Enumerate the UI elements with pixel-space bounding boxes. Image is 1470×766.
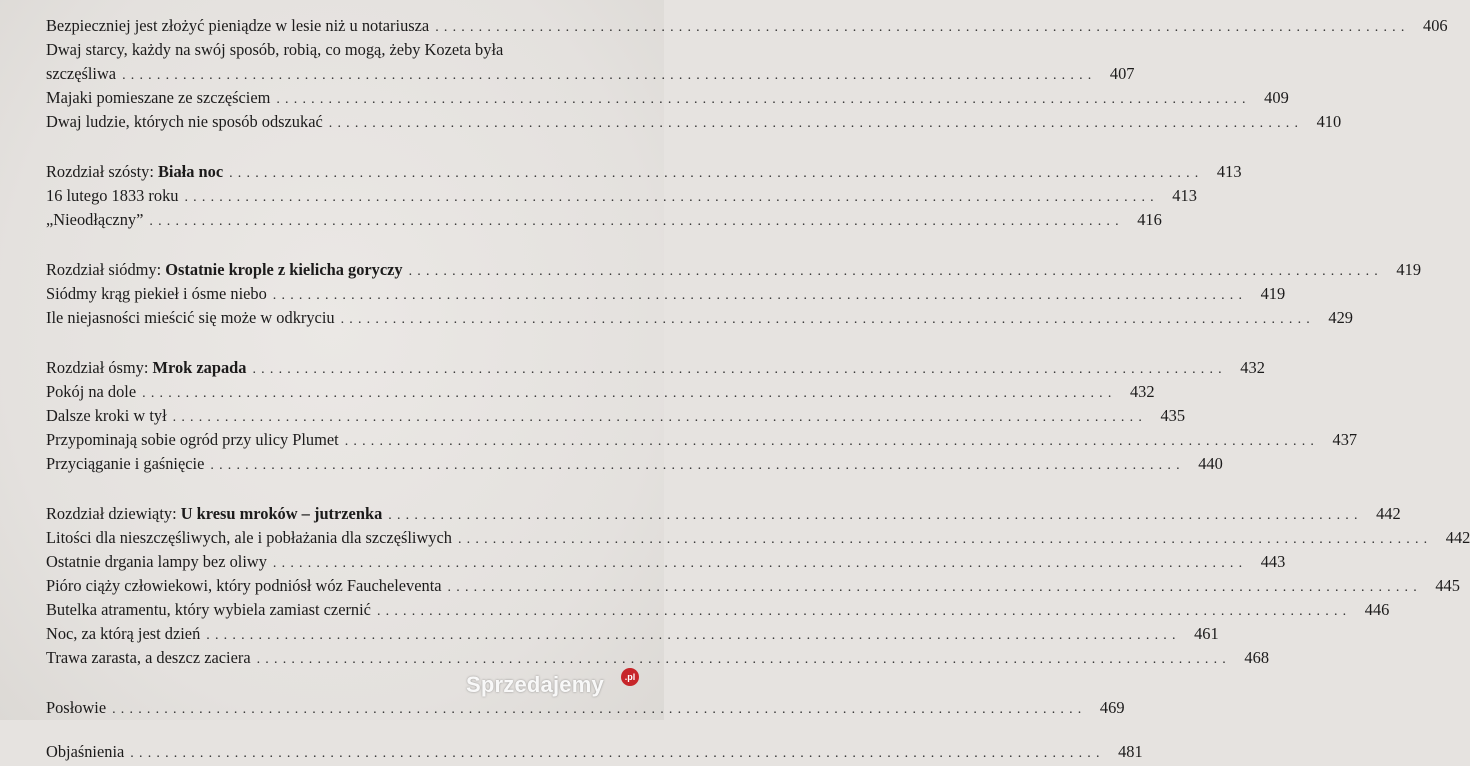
chapter-heading-title [46,356,246,380]
toc-entry-title: Siódmy krąg piekieł i ósme niebo [46,284,267,303]
dot-leader: ................................................................................................................ [435,20,1410,35]
toc-entry-backmatter [46,696,1125,720]
toc-entry-title: Pokój na dole [46,382,137,401]
toc-entry-title: Butelka atramentu, który wybiela zamiast czernić [46,600,371,619]
toc-entry-page: 410 [1316,112,1342,131]
chapter-heading [46,502,1401,526]
toc-entry-page: 406 [1423,16,1448,35]
toc-entry-page: 429 [1328,308,1353,327]
dot-leader: ................................................................................................................ [408,264,1384,279]
dot-leader: ................................................................................................................ [252,362,1227,377]
toc-entry [46,526,1470,550]
spacer [46,330,642,356]
chapter-name: Ostatnie krople z kielicha goryczy [165,260,403,279]
chapter-heading [46,160,1242,184]
dot-leader: ................................................................................................................ [457,532,1433,547]
toc-entry-title: Przypominają sobie ogród przy ulicy Plumet [46,430,339,449]
toc-entry [46,62,1135,86]
toc-entry [46,428,1358,452]
toc-entry-page: 468 [1244,648,1270,667]
spacer [46,232,642,258]
toc-entry-title: Objaśnienia [46,742,125,761]
toc-entry [46,574,1460,598]
toc-entry-page: 413 [1172,186,1197,205]
chapter-page: 432 [1240,358,1265,377]
toc-entry-page: 435 [1160,406,1186,425]
toc-entry [46,86,1289,110]
toc-entry-title: Przyciąganie i gaśnięcie [46,454,205,473]
toc-entry-title: Trawa zarasta, a deszcz zaciera [46,648,251,667]
chapter-prefix: Rozdział ósmy: [46,358,153,377]
toc-entry-title: Dalsze kroki w tył [46,406,167,425]
chapter-heading-title [46,160,223,184]
chapter-prefix: Rozdział dziewiąty: [46,504,181,523]
dot-leader: ................................................................................................................ [130,746,1105,761]
chapter-heading-title [46,258,403,282]
toc-entry [46,208,1162,232]
dot-leader: ................................................................................................................ [272,556,1248,571]
toc-entry [46,184,1197,208]
toc-entry [46,380,1155,404]
spacer [46,134,642,160]
chapter-prefix: Rozdział szósty: [46,162,158,181]
toc-entry-title: Pióro ciąży człowiekowi, który podniósł wóz Faucheleventa [46,576,442,595]
toc-entry-page: 461 [1194,624,1219,643]
toc-entry [46,622,1219,646]
chapter-page: 413 [1216,162,1242,181]
dot-leader: ................................................................................................................ [210,458,1185,473]
dot-leader: ................................................................................................................ [206,628,1181,643]
dot-leader: ................................................................................................................ [142,386,1117,401]
toc-entry [46,282,1286,306]
toc-entry-title-line1: Dwaj starcy, każdy na swój sposób, robią, co mogą, żeby Kozeta była [46,40,504,59]
toc-entry [46,404,1186,428]
dot-leader: ................................................................................................................ [328,116,1304,131]
dot-leader: ................................................................................................................ [340,312,1315,327]
toc-entry-page: 437 [1332,430,1358,449]
chapter-heading-title [46,502,382,526]
chapter-heading [46,356,1265,380]
toc-entry-title: Bezpieczniej jest złożyć pieniądze w lesie niż u notariusza [46,16,430,35]
toc-entry-page: 442 [1445,528,1470,547]
toc-entry-page: 481 [1118,742,1143,761]
toc-entry-page: 416 [1137,210,1162,229]
spacer [46,476,642,502]
toc-entry-title: Dwaj ludzie, których nie sposób odszukać [46,112,323,131]
toc-entry-title: Noc, za którą jest dzień [46,624,201,643]
chapter-name: U kresu mroków – jutrzenka [180,504,383,523]
toc-entry [46,598,1390,622]
toc-entry-title: Litości dla nieszczęśliwych, ale i pobłażania dla szczęśliwych [46,528,452,547]
dot-leader: ................................................................................................................ [184,190,1159,205]
dot-leader: ................................................................................................................ [112,702,1087,717]
dot-leader: ................................................................................................................ [276,92,1251,107]
chapter-page: 442 [1376,504,1401,523]
dot-leader: ................................................................................................................ [229,166,1204,181]
toc-entry-title: Ile niejasności mieścić się może w odkryciu [46,308,335,327]
dot-leader: ................................................................................................................ [149,214,1124,229]
toc-entry [46,452,1223,476]
toc-entry-title: 16 lutego 1833 roku [46,186,179,205]
dot-leader: ................................................................................................................ [256,652,1232,667]
dot-leader: ................................................................................................................ [447,580,1422,595]
toc-entry-title: Posłowie [46,698,107,717]
dot-leader: ................................................................................................................ [344,434,1320,449]
toc-entry-page: 440 [1198,454,1223,473]
toc-entry-page: 469 [1099,698,1125,717]
toc-entry-page: 445 [1435,576,1460,595]
dot-leader: ................................................................................................................ [272,288,1248,303]
watermark-text: Sprzedajemy [466,672,604,697]
toc-entry-page: 446 [1364,600,1390,619]
table-of-contents [46,14,1470,764]
chapter-name: Mrok zapada [152,358,247,377]
toc-entry-page: 419 [1260,284,1286,303]
toc-entry [46,110,1342,134]
spacer [46,720,642,740]
toc-entry-title: Majaki pomieszane ze szczęściem [46,88,271,107]
toc-entry [46,550,1286,574]
dot-leader: ................................................................................................................ [122,68,1097,83]
toc-entry-line [46,38,642,62]
toc-entry-backmatter [46,740,1143,764]
chapter-heading [46,258,1422,282]
watermark-badge: .pl [621,668,639,686]
chapter-name: Biała noc [157,162,224,181]
toc-entry [46,306,1353,330]
toc-entry-title: Ostatnie drgania lampy bez oliwy [46,552,267,571]
dot-leader: ................................................................................................................ [376,604,1352,619]
toc-entry [46,646,1270,670]
chapter-page: 419 [1396,260,1422,279]
dot-leader: ................................................................................................................ [172,410,1148,425]
toc-entry-page: 443 [1260,552,1286,571]
toc-entry-page: 409 [1264,88,1289,107]
chapter-prefix: Rozdział siódmy: [46,260,166,279]
toc-entry-title: szczęśliwa [46,64,117,83]
toc-entry [46,14,1448,38]
toc-entry-title: „Nieodłączny” [46,210,144,229]
dot-leader: ................................................................................................................ [388,508,1363,523]
toc-entry-page: 432 [1129,382,1155,401]
toc-entry-page: 407 [1109,64,1135,83]
